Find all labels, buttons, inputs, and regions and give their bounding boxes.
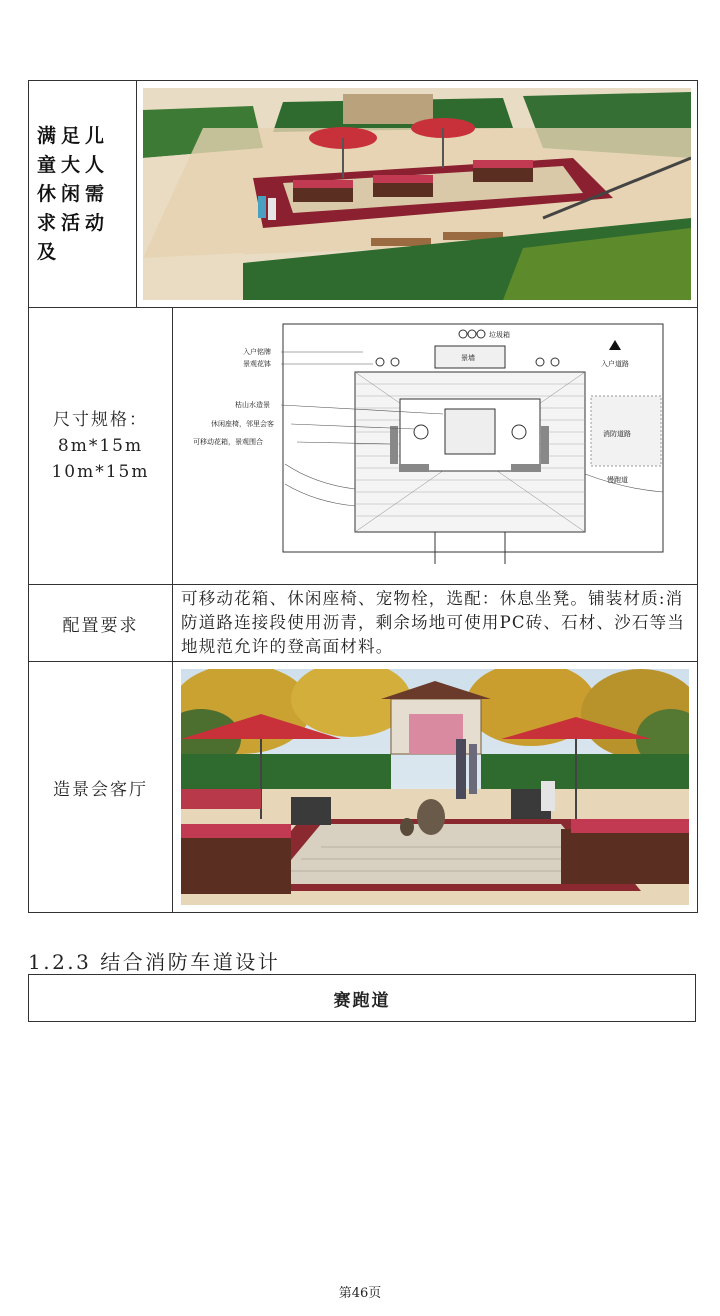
plan-label-fire-road: 消防道路 [603,430,631,438]
size-label: 尺寸规格： [53,410,148,430]
size-option-1: 8m*15m [57,436,144,456]
render-perspective [173,662,697,912]
site-plan-svg [185,314,685,578]
section-heading: 1.2.3 结合消防车道设计 [28,950,281,974]
plan-label-planter: 景观花钵 [243,360,271,368]
table-row [29,81,697,308]
plan-label-trash: 垃圾箱 [489,331,510,339]
plan-label-jog: 慢跑道 [607,476,628,484]
plan-drawing [173,308,697,584]
table-row [29,308,697,585]
page-number: 第46页 [338,1286,382,1301]
plan-label-wall: 景墙 [461,354,475,362]
config-text-cell [173,585,697,661]
section-box-title: 赛跑道 [28,974,696,1022]
plan-label-entry-road: 入户道路 [601,360,629,368]
row-label: 配置要求 [29,585,173,661]
render-aerial [137,81,697,307]
row-label [29,81,137,307]
row-label: 造景会客厅 [29,662,173,912]
config-text: 可移动花箱、休闲座椅、宠物栓，选配：休息坐凳。铺装材质:消防道路连接段使用沥青，剩余场地可使用PC砖、石材、沙石等当地规范允许的登高面材料。 [181,589,686,656]
plan-label-seating: 休闲座椅，邻里会客 [211,420,274,428]
size-option-2: 10m*15m [51,462,150,482]
row-label-text: 满足儿童大人休闲需求活动及 [37,124,110,263]
row-label [29,308,173,584]
plan-label-entry-sign: 入户铭牌 [243,348,271,356]
perspective-render-image [181,669,689,905]
plan-label-movable: 可移动花箱，景观围合 [193,438,263,446]
table-row [29,662,697,912]
design-table [28,80,698,913]
table-row [29,585,697,662]
aerial-render-image [143,88,691,300]
plan-label-dry-stream: 枯山水造景 [235,401,270,409]
